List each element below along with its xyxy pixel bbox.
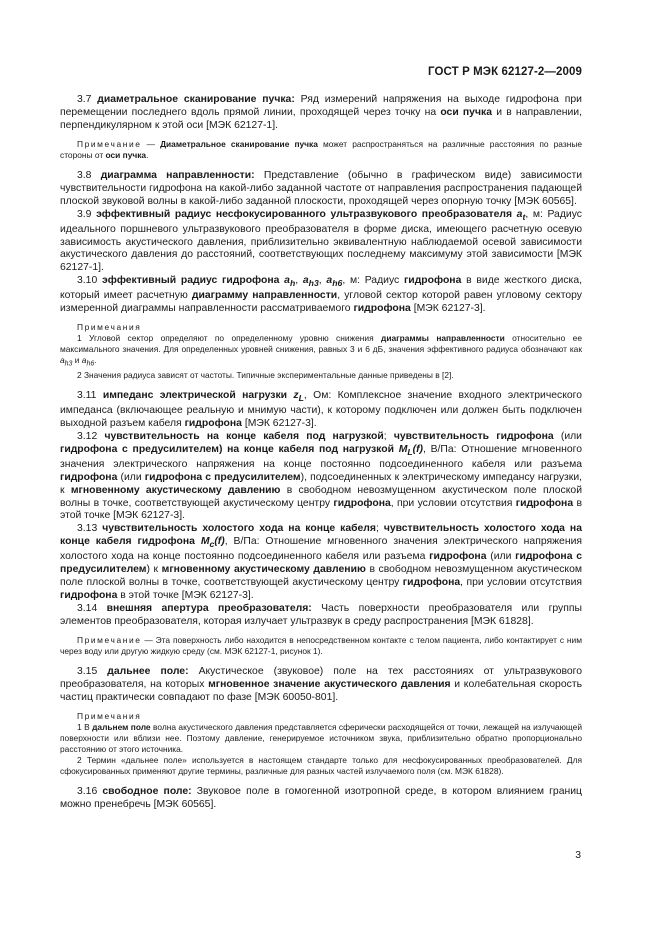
page-number: 3: [575, 850, 581, 861]
note-3-14: Примечание — Эта поверхность либо находится в непосредственном контакте с телом пациента, либо контактирует с ним через воду или другую жидкую среду (см. МЭК 62127-1, рисунок 1).: [60, 634, 582, 656]
term-3-14: 3.14 внешняя апертура преобразователя: Часть поверхности преобразователя или группы элементов преобразователя, которая излучает ультразвук в среду распространения [МЭК 61828].: [60, 602, 582, 627]
term-3-7: 3.7 диаметральное сканирование пучка: Ряд измерений напряжения на выходе гидрофона при перемещении последнего вдоль прямой линии, проходящей через точку на оси пучка и в направлении, перпендикулярном к этой оси [МЭК 62127-1].: [60, 94, 582, 131]
document-body: [60, 94, 582, 812]
term-3-13: 3.13 чувствительность холостого хода на конце кабеля; чувствительность холостого хода на конце кабеля гидрофона $M_c(f)$, В/Па: Отношение мгновенного значения электрического напряжения холостого хода на конце постоянно подсоединенного кабеля или разъема гидрофона (или гидрофона с предусилителем) к мгновенному акустическому давлению в свободном невозмущенном акустическом поле плоской волны в точке, соответствующей акустическому центру гидрофона, при условии отсутствия гидрофона в этой точке [МЭК 62127-3].: [60, 523, 583, 601]
term-3-9: 3.9 эффективный радиус несфокусированного ультразвукового преобразователя $a_t$, м: Радиус идеального поршневого ультразвукового преобразователя в форме диска, имеющего расчетную осевую зависимость акустического давления, приблизительно эквивалентную наблюдаемой осевой зависимости акустического давления до расстояний, соответствующих последнему максимуму этой зависимости [МЭК 62127-1].: [60, 208, 582, 274]
note-3-10-2: 2 Значения радиуса зависят от частоты. Типичные экспериментальные данные приведены в [2].: [77, 370, 454, 381]
term-3-11: 3.11 импеданс электрической нагрузки $z_L$, Ом: Комплексное значение входного электрического импеданса (включающее реальную и мнимую части), к которому подключен или должен быть подключен выходной разъем кабеля гидрофона [МЭК 62127-3].: [60, 390, 583, 430]
term-3-16: 3.16 свободное поле: Звуковое поле в гомогенной изотропной среде, в котором влиянием границ можно пренебречь [МЭК 60565].: [60, 786, 582, 811]
notes-heading-3-10: Примечания: [77, 322, 142, 333]
term-3-15: 3.15 дальнее поле: Акустическое (звуковое) поле на тех расстояниях от ультразвукового преобразователя, на которых мгновенное значение акустического давления и колебательная скорость частиц практически совпадают по фазе [МЭК 60050-801].: [60, 665, 582, 703]
document-header: ГОСТ Р МЭК 62127-2—2009: [428, 66, 582, 78]
term-3-12: 3.12 чувствительность на конце кабеля под нагрузкой; чувствительность гидрофона (или гидрофона с предусилителем) на конце кабеля под нагрузкой $M_L(f)$, В/Па: Отношение мгновенного значения электрического напряжения на конце постоянно подсоединенного кабеля или разъема гидрофона (или гидрофона с предусилителем), подсоединенных к электрическому импедансу нагрузки, к мгновенному акустическому давлению в свободном невозмущенном акустическом поле плоской волны в точке, соответствующей акустическому центру гидрофона, при условии отсутствия гидрофона в этой точке [МЭК 62127-3].: [60, 430, 583, 522]
note-3-15-1: 1 В дальнем поле волна акустического давления представляется сферически расходящейся от точки, лежащей на излучающей поверхности или вблизи нее. Поэтому давление, генерируемое источником звука, приблизительно обратно пропорционально расстоянию от этого источника.: [60, 721, 583, 754]
note-3-15-2: 2 Термин «дальнее поле» используется в настоящем стандарте только для несфокусированных преобразователей. Для сфокусированных применяют другие термины, различные для разных частей излучаемого поля (см. МЭК 61828).: [60, 755, 582, 777]
notes-heading-3-15: Примечания: [77, 710, 142, 721]
term-3-10: 3.10 эффективный радиус гидрофона $a_h$, $a_{h3}$, $a_{h6}$, м: Радиус гидрофона в виде жесткого диска, который имеет расчетную диаграмму направленности, угловой сектор которой равен угловому сектору измеренной диаграммы направленности рассматриваемого гидрофона [МЭК 62127-3].: [60, 275, 582, 315]
term-3-8: 3.8 диаграмма направленности: Представление (обычно в графическом виде) зависимости чувствительности гидрофона на какой-либо заданной частоте от направления распространения падающей плоской звуковой волны в какой-либо заданной плоскости, проходящей через опорную точку [МЭК 60565].: [60, 169, 583, 207]
note-3-7: Примечание — Диаметральное сканирование пучка может распространяться на различные расстояния по разные стороны от оси пучка.: [60, 138, 583, 160]
note-3-10-1: 1 Угловой сектор определяют по определенному уровню снижения диаграммы направленности относительно ее максимального значения. Для определенных уровней снижения, равных 3 и 6 дБ, значения эффективного радиуса обозначают как $a_{h3}$ и $a_{h6}$.: [60, 333, 582, 368]
